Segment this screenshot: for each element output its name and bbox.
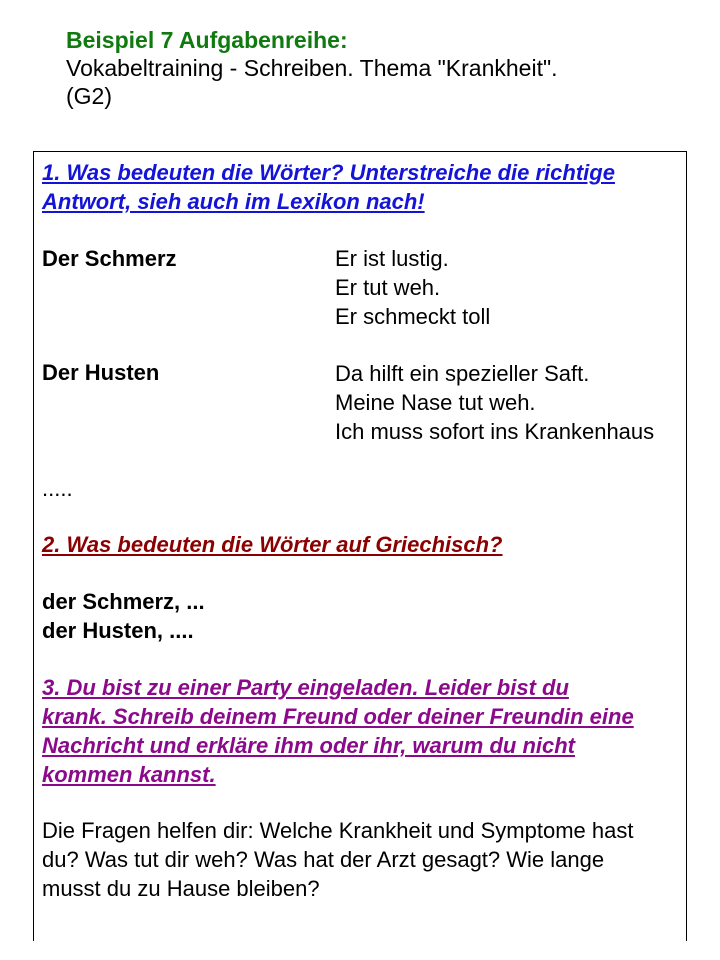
task1-word-2: Der Husten [42, 360, 160, 385]
task2-line1: der Schmerz, ... [42, 589, 205, 614]
header-subtitle: Vokabeltraining - Schreiben. Thema "Krankheit". [66, 55, 558, 81]
task1-answer-2-2[interactable]: Meine Nase tut weh. [335, 390, 536, 415]
task3-help-line3: musst du zu Hause bleiben? [42, 876, 320, 901]
task3-question-line1: 3. Du bist zu einer Party eingeladen. Leider bist du [42, 675, 569, 700]
task2-line2: der Husten, .... [42, 618, 194, 643]
page-header [66, 26, 558, 110]
task1-answer-2-1[interactable]: Da hilft ein spezieller Saft. [335, 361, 590, 386]
task3-help-line1: Die Fragen helfen dir: Welche Krankheit und Symptome hast [42, 818, 634, 843]
task1-answer-1-2[interactable]: Er tut weh. [335, 275, 441, 300]
task1-answer-1-1[interactable]: Er ist lustig. [335, 246, 449, 271]
task1-question-line1: 1. Was bedeuten die Wörter? Unterstreiche die richtige [42, 160, 615, 185]
task3-question-line4: kommen kannst. [42, 762, 216, 787]
task1-word-1: Der Schmerz [42, 246, 177, 271]
task3-question-line2: krank. Schreib deinem Freund oder deiner Freundin eine [42, 704, 634, 729]
task3-help-line2: du? Was tut dir weh? Was hat der Arzt gesagt? Wie lange [42, 847, 605, 872]
task1-question-line2: Antwort, sieh auch im Lexikon nach! [42, 189, 425, 214]
task1-ellipsis: ..... [42, 476, 73, 501]
header-level: (G2) [66, 83, 112, 109]
task2-question: 2. Was bedeuten die Wörter auf Griechisch? [42, 532, 503, 557]
header-title: Beispiel 7 Aufgabenreihe: [66, 27, 348, 53]
task1-answer-2-3[interactable]: Ich muss sofort ins Krankenhaus [335, 419, 655, 444]
task3-question-line3: Nachricht und erkläre ihm oder ihr, warum du nicht [42, 733, 575, 758]
worksheet-box [33, 151, 687, 941]
task1-answer-1-3[interactable]: Er schmeckt toll [335, 304, 491, 329]
